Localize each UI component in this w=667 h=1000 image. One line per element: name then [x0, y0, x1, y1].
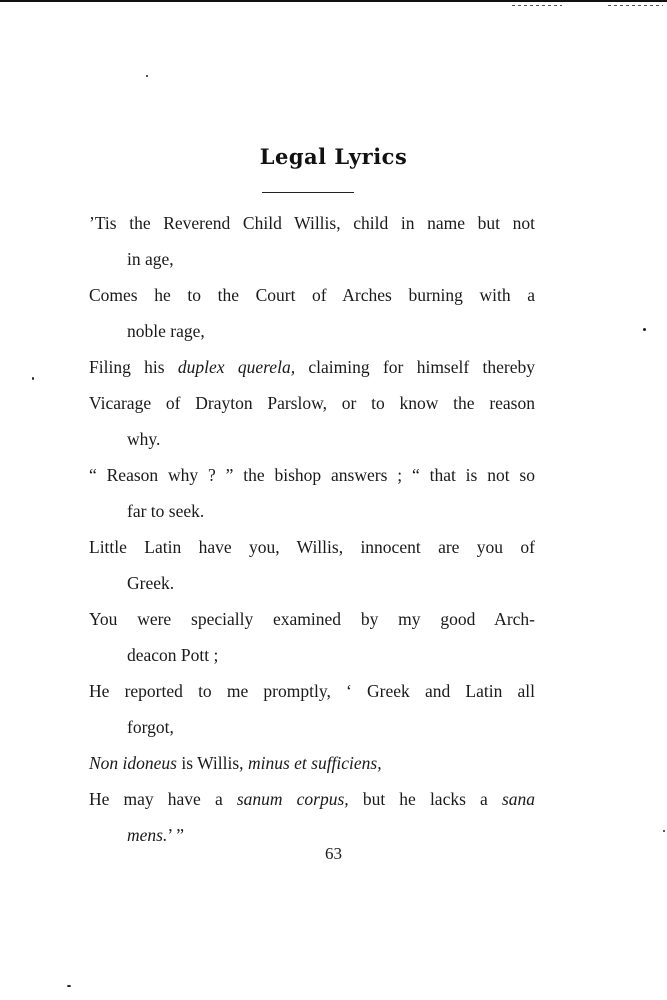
top-edge-scan-mark — [512, 5, 562, 6]
poem-line — [89, 673, 535, 709]
poem-line — [89, 601, 535, 637]
line-text: He may have a — [89, 789, 237, 809]
poem-continuation-line — [89, 565, 535, 601]
line-text: far to seek. — [127, 501, 205, 521]
poem-line — [89, 745, 535, 781]
poem-continuation-line — [89, 313, 535, 349]
poem-body — [89, 205, 535, 853]
poem-line — [89, 457, 535, 493]
poem-line — [89, 205, 535, 241]
line-text: ’ ” — [167, 825, 185, 845]
line-text: but he lacks a — [348, 789, 502, 809]
poem-continuation-line — [89, 709, 535, 745]
line-text: “ Reason why ? ” the bishop answers ; “ that is not so — [89, 465, 535, 485]
scan-speck — [663, 830, 665, 832]
top-page-edge-rule — [0, 0, 667, 2]
italic-latin-phrase: sanum corpus, — [236, 789, 349, 809]
italic-latin-phrase: minus et sufficiens, — [247, 753, 382, 773]
running-head-rule — [262, 192, 354, 193]
poem-continuation-line — [89, 421, 535, 457]
italic-latin-phrase: sana — [501, 789, 535, 809]
line-text: Vicarage of Drayton Parslow, or to know the reason — [89, 393, 535, 413]
italic-latin-phrase: Non idoneus — [89, 753, 177, 773]
line-text: Comes he to the Court of Arches burning with a — [89, 285, 535, 305]
poem-continuation-line — [89, 637, 535, 673]
poem-line — [89, 781, 535, 817]
scan-speck — [146, 75, 148, 77]
line-text: is Willis, — [177, 753, 248, 773]
line-text: Greek. — [127, 573, 175, 593]
line-text: He reported to me promptly, ‘ Greek and Latin all — [89, 681, 535, 701]
line-text: Filing his — [89, 357, 178, 377]
italic-latin-phrase: duplex querela, — [177, 357, 296, 377]
poem-line — [89, 349, 535, 385]
scan-speck — [643, 328, 646, 331]
line-text: ’Tis the Reverend Child Willis, child in name but not — [89, 213, 535, 233]
italic-latin-phrase: mens. — [127, 825, 168, 845]
line-text: deacon Pott ; — [127, 645, 219, 665]
page-number: 63 — [325, 844, 342, 863]
poem-line — [89, 277, 535, 313]
scan-speck — [67, 985, 71, 987]
poem-line — [89, 385, 535, 421]
line-text: Little Latin have you, Willis, innocent are you of — [89, 537, 535, 557]
running-head: Legal Lyrics — [259, 144, 408, 169]
poem-continuation-line — [89, 241, 535, 277]
top-edge-scan-mark — [608, 5, 663, 6]
line-text: in age, — [127, 249, 174, 269]
line-text: forgot, — [127, 717, 174, 737]
scan-speck — [32, 377, 34, 380]
poem-line — [89, 529, 535, 565]
line-text: why. — [127, 429, 161, 449]
poem-continuation-line — [89, 493, 535, 529]
line-text: noble rage, — [127, 321, 205, 341]
line-text: You were specially examined by my good Arch- — [89, 609, 535, 629]
line-text: claiming for himself thereby — [295, 357, 535, 377]
